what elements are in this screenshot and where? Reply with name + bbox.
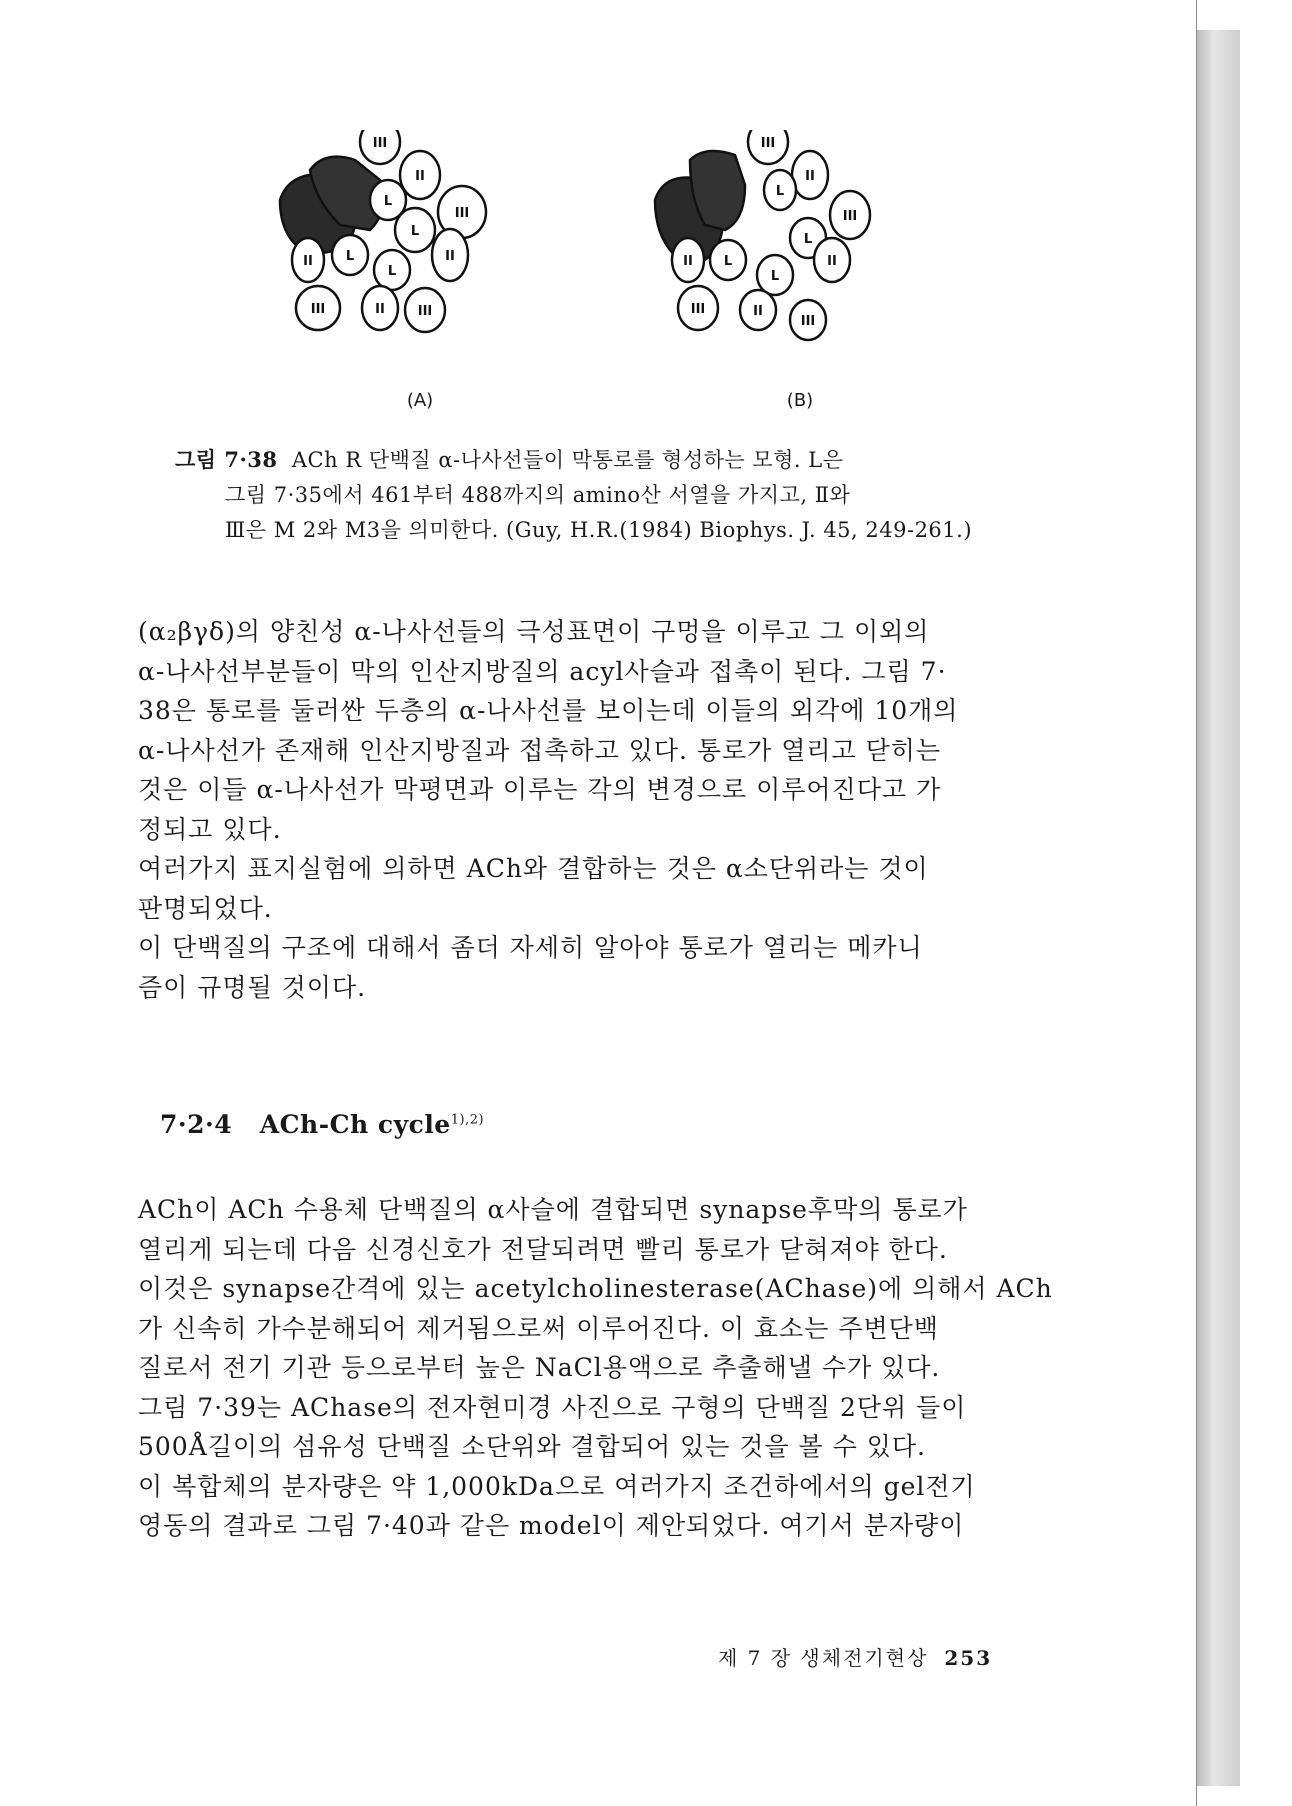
helix-label: II (375, 302, 385, 317)
text-line: 38은 통로를 둘러싼 두층의 α-나사선를 보이는데 이들의 외각에 10개의 (138, 696, 959, 725)
text-line: α-나사선가 존재해 인산지방질과 접촉하고 있다. 통로가 열리고 닫히는 (138, 735, 942, 765)
helix-label: L (410, 224, 420, 239)
helix-label: L (387, 264, 397, 279)
helix-label: L (775, 184, 785, 199)
text-line: 여러가지 표지실험에 의하면 ACh와 결합하는 것은 α소단위라는 것이 (138, 854, 929, 883)
helix-label: III (372, 136, 388, 151)
caption-text: ACh R 단백질 α-나사선들이 막통로를 형성하는 모형. L은 (291, 448, 844, 472)
section-number: 7·2·4 (160, 1110, 233, 1139)
figure-a-label: (A) (406, 390, 434, 411)
helix-label: III (842, 209, 858, 224)
figure-a (270, 130, 570, 430)
figure-b-label: (B) (786, 390, 814, 411)
helix-label: III (417, 304, 433, 319)
page-number: 253 (944, 1646, 993, 1670)
caption-line: Ⅲ은 M 2와 M3을 의미한다. (Guy, H.R.(1984) Biophys. J. 45, 249-261.) (225, 518, 973, 542)
text-line: 이것은 synapse간격에 있는 acetylcholinesterase(AChase)에 의해서 ACh (138, 1274, 1053, 1303)
helix-label: III (690, 302, 706, 317)
figure-caption (175, 442, 1035, 548)
helix-label: II (827, 254, 837, 269)
text-line: α-나사선부분들이 막의 인산지방질의 acyl사슬과 접촉이 된다. 그림 7· (138, 656, 947, 686)
text-line: 영동의 결과로 그림 7·40과 같은 model이 제안되었다. 여기서 분자량이 (138, 1511, 965, 1540)
chapter-title: 제 7 장 생체전기현상 (718, 1646, 929, 1670)
helix-label: II (415, 169, 425, 184)
text-line: 즘이 규명될 것이다. (138, 972, 367, 1002)
text-line: 이 복합체의 분자량은 약 1,000kDa으로 여러가지 조건하에서의 gel전기 (138, 1471, 976, 1501)
helix-bundle-a-diagram (270, 130, 570, 380)
helix-label: III (310, 302, 326, 317)
text-line: 정되고 있다. (138, 814, 282, 844)
helix-label: L (383, 194, 393, 209)
helix-label: III (760, 136, 776, 151)
helix-label: L (723, 254, 733, 269)
helix-label: II (683, 254, 693, 269)
helix-label: L (803, 232, 813, 247)
text-line: 판명되었다. (138, 893, 273, 923)
text-line: 것은 이들 α-나사선가 막평면과 이루는 각의 변경으로 이루어진다고 가 (138, 775, 942, 804)
helix-bundle-b-diagram (650, 130, 950, 380)
text-line: 500Å길이의 섬유성 단백질 소단위와 결합되어 있는 것을 볼 수 있다. (138, 1432, 926, 1461)
text-line: 열리게 되는데 다음 신경신호가 전달되려면 빨리 통로가 닫혀져야 한다. (138, 1234, 948, 1264)
text-line: 가 신속히 가수분해되어 제거됨으로써 이루어진다. 이 효소는 주변단백 (138, 1313, 939, 1343)
caption-line: 그림 7·35에서 461부터 488까지의 amino산 서열을 가지고, Ⅱ와 (225, 483, 851, 507)
section-refs: 1),2) (450, 1112, 485, 1128)
text-line: (α₂βγδ)의 양친성 α-나사선들의 극성표면이 구멍을 이루고 그 이외의 (138, 617, 930, 646)
text-line: ACh이 ACh 수용체 단백질의 α사슬에 결합되면 synapse후막의 통로가 (138, 1195, 968, 1224)
section-heading (160, 1110, 484, 1139)
paragraph-1 (138, 612, 1058, 1007)
helix-label: III (454, 206, 470, 221)
helix-label: L (770, 269, 780, 284)
text-line: 그림 7·39는 AChase의 전자현미경 사진으로 구형의 단백질 2단위 들이 (138, 1392, 967, 1422)
caption-line (175, 442, 1035, 478)
text-line: 질로서 전기 기관 등으로부터 높은 NaCl용액으로 추출해낼 수가 있다. (138, 1353, 941, 1382)
text-line: 이 단백질의 구조에 대해서 좀더 자세히 알아야 통로가 열리는 메카니 (138, 933, 923, 962)
helix-label: III (800, 314, 816, 329)
figure-7-38 (270, 130, 970, 430)
page-footer (718, 1642, 992, 1671)
figure-b (650, 130, 950, 430)
caption-number: 그림 7·38 (175, 447, 278, 472)
helix-label: L (345, 249, 355, 264)
section-title: ACh-Ch cycle (259, 1110, 451, 1139)
helix-label: II (805, 169, 815, 184)
helix-label: II (303, 254, 313, 269)
helix-label: II (753, 304, 763, 319)
page-edge (1196, 0, 1240, 1806)
helix-label: II (445, 249, 455, 264)
paragraph-2 (138, 1190, 1058, 1546)
